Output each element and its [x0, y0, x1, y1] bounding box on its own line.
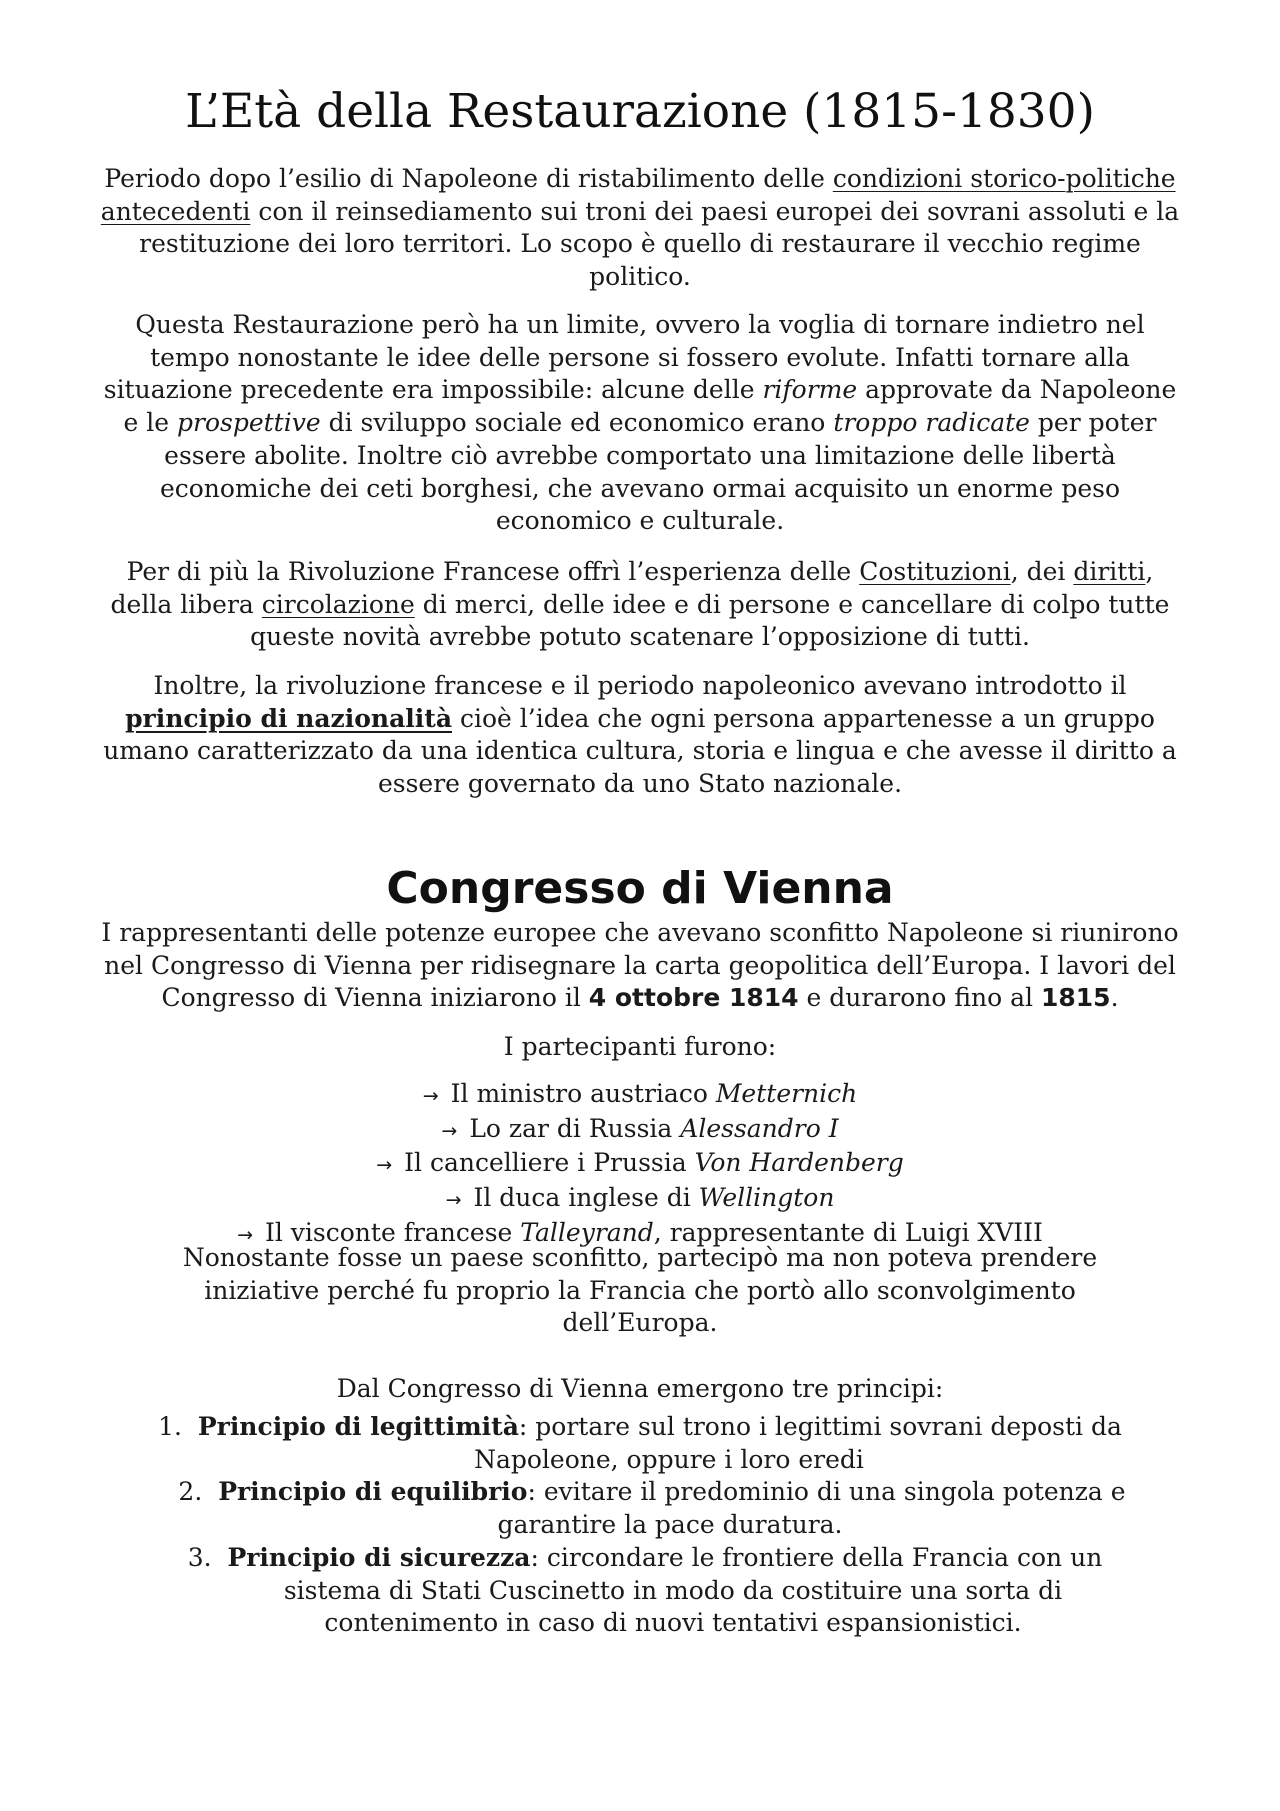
- section-heading: Congresso di Vienna: [386, 863, 894, 914]
- text-span: situazione precedente era impossibile: alcune delle: [103, 375, 763, 405]
- text-span: Congresso di Vienna iniziarono il: [161, 983, 589, 1013]
- participants-note: [60, 1242, 1220, 1340]
- text-line: Inoltre, la rivoluzione francese e il periodo napoleonico avevano introdotto il: [153, 671, 1127, 700]
- principles-list: [0, 1411, 1280, 1640]
- list-item: [0, 1113, 1280, 1148]
- text-line: Questa Restaurazione però ha un limite, ovvero la voglia di tornare indietro nel: [135, 310, 1145, 339]
- text-line: dell’Europa.: [562, 1308, 718, 1338]
- text-line: restituzione dei loro territori. Lo scopo è quello di restaurare il vecchio regime: [139, 229, 1141, 259]
- text-line: umano caratterizzato da una identica cultura, storia e lingua e che avesse il diritto a: [103, 736, 1177, 766]
- text-span: Il cancelliere i Prussia: [404, 1148, 695, 1178]
- participant-name: Metternich: [715, 1079, 858, 1108]
- list-item: [0, 1147, 1280, 1182]
- text-line: iniziative perché fu proprio la Francia che portò allo sconvolgimento: [204, 1275, 1076, 1305]
- text-span: e durarono fino al: [798, 983, 1041, 1013]
- text-span: Per di più la Rivoluzione Francese offrì l’esperienza delle: [126, 557, 860, 586]
- list-item: [0, 1542, 1280, 1640]
- text-line: Dal Congresso di Vienna emergono tre principi:: [336, 1374, 944, 1403]
- intro-paragraph-4: [60, 670, 1220, 801]
- intro-paragraph-2: [60, 309, 1220, 538]
- intro-paragraph-1: [60, 163, 1220, 294]
- text-line: Napoleone, oppure i loro eredi: [474, 1444, 864, 1474]
- text-span: cioè l’idea che ogni persona appartenesse a un gruppo: [452, 703, 1155, 733]
- text-span: con il reinsediamento sui troni dei paesi europei dei sovrani assoluti e la: [250, 196, 1180, 226]
- text-span: Il duca inglese di: [473, 1183, 699, 1213]
- text-line: politico.: [589, 262, 691, 292]
- list-item: [0, 1411, 1280, 1476]
- year-bold: 1815: [1040, 983, 1111, 1013]
- participants-list: [0, 1078, 1280, 1252]
- text-span: Il ministro austriaco: [450, 1079, 716, 1108]
- key-term: principio di nazionalità: [125, 703, 453, 733]
- text-span: : circondare le frontiere della Francia con un: [530, 1542, 1103, 1572]
- intro-paragraph-3: [60, 556, 1220, 654]
- text-span: ,: [1145, 557, 1154, 586]
- participant-name: Alessandro I: [680, 1113, 839, 1143]
- italic-term: troppo radicate: [833, 408, 1030, 438]
- arrow-right-icon: →: [237, 1223, 253, 1246]
- text-line: queste novità avrebbe potuto scatenare l’opposizione di tutti.: [250, 622, 1030, 652]
- text-span: di merci, delle idee e di persone e cancellare di colpo tutte: [414, 589, 1170, 619]
- list-number: 3.: [187, 1542, 212, 1572]
- congress-paragraph: [60, 917, 1220, 1015]
- text-span: , rappresentante di Luigi XVIII: [653, 1217, 1043, 1247]
- text-line: tempo nonostante le idee delle persone si fossero evolute. Infatti tornare alla: [150, 342, 1130, 372]
- text-line: nel Congresso di Vienna per ridisegnare la carta geopolitica dell’Europa. I lavori del: [104, 950, 1176, 980]
- text-span: .: [1110, 983, 1119, 1013]
- list-item: [0, 1476, 1280, 1541]
- text-span: approvate da Napoleone: [857, 375, 1177, 405]
- italic-term: prospettive: [177, 408, 321, 438]
- underlined-term: circolazione: [261, 589, 415, 619]
- italic-term: riforme: [762, 375, 858, 405]
- participants-intro: [60, 1031, 1220, 1064]
- participant-name: Von Hardenberg: [694, 1148, 904, 1178]
- principle-name: Principio di sicurezza: [227, 1542, 531, 1572]
- date-bold: 4 ottobre 1814: [588, 983, 799, 1013]
- principle-name: Principio di legittimità: [197, 1412, 519, 1441]
- principle-name: Principio di equilibrio: [218, 1477, 528, 1507]
- list-number: 2.: [178, 1477, 203, 1507]
- text-line: I rappresentanti delle potenze europee che avevano sconfitto Napoleone si riunirono: [101, 918, 1179, 947]
- text-line: essere abolite. Inoltre ciò avrebbe comportato una limitazione delle libertà: [164, 440, 1116, 470]
- text-span: Periodo dopo l’esilio di Napoleone di ristabilimento delle: [104, 164, 833, 193]
- principles-intro: [60, 1373, 1220, 1406]
- text-span: Lo zar di Russia: [469, 1113, 681, 1143]
- text-span: , dei: [1010, 557, 1074, 586]
- underlined-term: Costituzioni: [859, 557, 1011, 586]
- text-line: sistema di Stati Cuscinetto in modo da costituire una sorta di: [283, 1575, 1063, 1605]
- page-title: L’Età della Restaurazione (1815-1830): [185, 84, 1095, 139]
- text-span: Il visconte francese: [264, 1217, 521, 1247]
- text-line: I partecipanti furono:: [503, 1032, 777, 1061]
- list-item: [0, 1182, 1280, 1217]
- text-span: della libera: [110, 589, 262, 619]
- text-span: di sviluppo sociale ed economico erano: [320, 408, 834, 438]
- text-line: contenimento in caso di nuovi tentativi espansionistici.: [324, 1608, 1022, 1638]
- text-line: economico e culturale.: [495, 506, 785, 536]
- text-span: per poter: [1029, 408, 1157, 438]
- underlined-term: diritti: [1073, 557, 1146, 586]
- text-span: e le: [123, 408, 177, 438]
- list-number: 1.: [158, 1412, 182, 1441]
- text-span: : portare sul trono i legittimi sovrani deposti da: [518, 1412, 1122, 1441]
- list-item: [0, 1078, 1280, 1113]
- text-line: garantire la pace duratura.: [497, 1510, 843, 1540]
- underlined-term: antecedenti: [100, 196, 251, 226]
- text-line: economiche dei ceti borghesi, che avevano ormai acquisito un enorme peso: [159, 473, 1121, 503]
- arrow-right-icon: →: [422, 1085, 439, 1107]
- text-line: essere governato da uno Stato nazionale.: [377, 769, 903, 799]
- arrow-right-icon: →: [441, 1119, 458, 1142]
- text-span: : evitare il predominio di una singola potenza e: [527, 1477, 1126, 1507]
- text-line: Nonostante fosse un paese sconfitto, partecipò ma non poteva prendere: [182, 1243, 1098, 1272]
- participant-name: Talleyrand: [520, 1217, 654, 1247]
- arrow-right-icon: →: [376, 1154, 393, 1177]
- participant-name: Wellington: [698, 1183, 835, 1213]
- arrow-right-icon: →: [445, 1189, 462, 1212]
- underlined-term: condizioni storico-politiche: [832, 164, 1176, 193]
